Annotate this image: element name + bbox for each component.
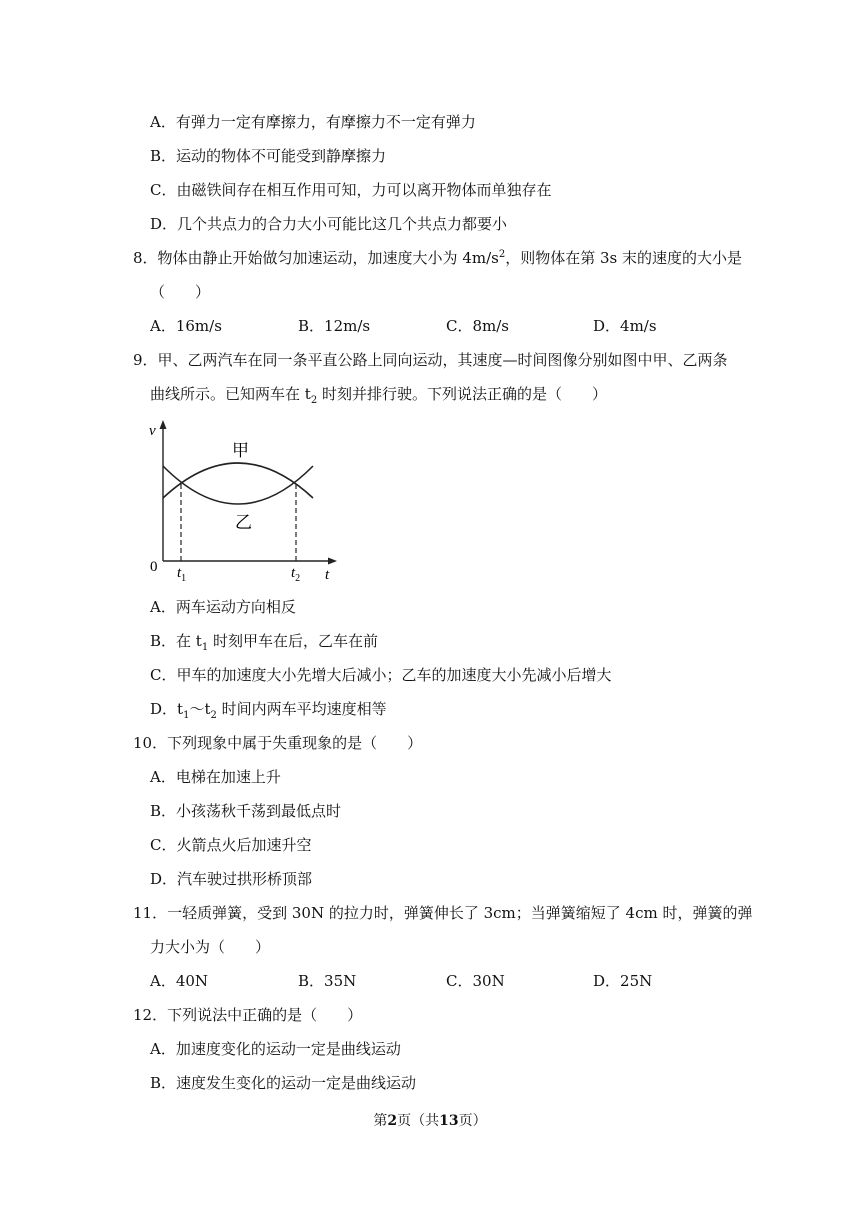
q9-option-b-b: 时刻甲车在后，乙车在前 <box>208 632 378 650</box>
q10-option-c: C．火箭点火后加速升空 <box>150 836 312 854</box>
q9-stem-line2 <box>150 384 607 411</box>
q9-option-d-sub2: 2 <box>210 710 217 721</box>
q10-stem: 10．下列现象中属于失重现象的是（ ） <box>133 734 423 752</box>
q7-option-d: D．几个共点力的合力大小可能比这几个共点力都要小 <box>150 215 508 233</box>
curve-yi <box>163 466 313 504</box>
q7-option-c: C．由磁铁间存在相互作用可知，力可以离开物体而单独存在 <box>150 181 552 199</box>
x-axis-label: t <box>325 567 330 583</box>
q12-stem: 12．下列说法中正确的是（ ） <box>133 1006 363 1024</box>
q7-option-b: B．运动的物体不可能受到静摩擦力 <box>150 147 387 165</box>
q8-stem-part-a: 8．物体由静止开始做匀加速运动，加速度大小为 4m/s <box>133 249 499 267</box>
q9-stem-line2-sub: 2 <box>310 395 318 406</box>
origin-label: 0 <box>150 559 158 575</box>
q9-option-d-a: D．t <box>150 700 184 718</box>
t1-label-sub: 1 <box>181 573 187 584</box>
curve-jia-label: 甲 <box>232 441 249 461</box>
q11-option-b: B．35N <box>298 972 357 990</box>
q11-stem-line2: 力大小为（ ） <box>150 938 271 956</box>
q11-stem-line1: 11．一轻质弹簧，受到 30N 的拉力时，弹簧伸长了 3cm；当弹簧缩短了 4cm 时，弹簧的弹 <box>133 904 753 922</box>
q8-option-d: D．4m/s <box>593 317 657 335</box>
y-axis-arrow <box>160 420 167 429</box>
page-footer <box>0 1110 860 1130</box>
q9-option-b <box>150 631 378 658</box>
q10-option-d: D．汽车驶过拱形桥顶部 <box>150 870 313 888</box>
t1-label-letter: t <box>177 565 182 581</box>
q12-option-b: B．速度发生变化的运动一定是曲线运动 <box>150 1074 417 1092</box>
q8-stem-part-b: ，则物体在第 3s 末的速度的大小是 <box>505 249 742 267</box>
q9-option-b-a: B．在 t <box>150 632 202 650</box>
t2-label <box>291 565 300 584</box>
q9-option-d-b: 时间内两车平均速度相等 <box>216 700 387 718</box>
curve-jia <box>163 463 313 498</box>
t2-label-letter: t <box>291 565 296 581</box>
y-axis-label: v <box>149 423 156 439</box>
q11-option-a: A．40N <box>150 972 209 990</box>
q8-stem-cont: （ ） <box>150 283 211 301</box>
q9-option-d-mid: ～t <box>189 700 211 718</box>
t1-label <box>177 565 186 584</box>
footer-prefix: 第 <box>373 1113 388 1129</box>
q11-option-c: C．30N <box>446 972 505 990</box>
q9-option-d <box>150 699 387 726</box>
velocity-time-graph <box>148 418 348 584</box>
q10-option-a: A．电梯在加速上升 <box>150 768 281 786</box>
q8-stem <box>133 248 742 268</box>
t2-label-sub: 2 <box>295 573 301 584</box>
q10-option-b: B．小孩荡秋千荡到最低点时 <box>150 802 342 820</box>
footer-page-number: 2 <box>387 1113 398 1129</box>
q9-stem-line2-b: 时刻并排行驶。下列说法正确的是（ ） <box>317 385 607 403</box>
q9-option-d-sub1: 1 <box>183 710 190 721</box>
footer-total-pages: 13 <box>439 1113 459 1129</box>
footer-mid: 页（共 <box>397 1113 440 1129</box>
q9-option-a: A．两车运动方向相反 <box>150 598 296 616</box>
q8-option-b: B．12m/s <box>298 317 371 335</box>
curve-yi-label: 乙 <box>235 513 252 533</box>
q7-option-a: A．有弹力一定有摩擦力，有摩擦力不一定有弹力 <box>150 113 476 131</box>
x-axis-arrow <box>328 558 337 565</box>
q8-stem-sup: 2 <box>498 249 506 260</box>
q12-option-a: A．加速度变化的运动一定是曲线运动 <box>150 1040 401 1058</box>
footer-suffix: 页） <box>458 1113 487 1129</box>
q11-option-d: D．25N <box>593 972 653 990</box>
q8-option-a: A．16m/s <box>150 317 222 335</box>
q9-option-c: C．甲车的加速度大小先增大后减小；乙车的加速度大小先减小后增大 <box>150 666 612 684</box>
q9-stem-line2-a: 曲线所示。已知两车在 t <box>150 385 311 403</box>
q9-option-b-sub: 1 <box>201 642 209 653</box>
q9-stem-line1: 9．甲、乙两汽车在同一条平直公路上同向运动，其速度—时间图像分别如图中甲、乙两条 <box>133 351 728 369</box>
q8-option-c: C．8m/s <box>446 317 509 335</box>
